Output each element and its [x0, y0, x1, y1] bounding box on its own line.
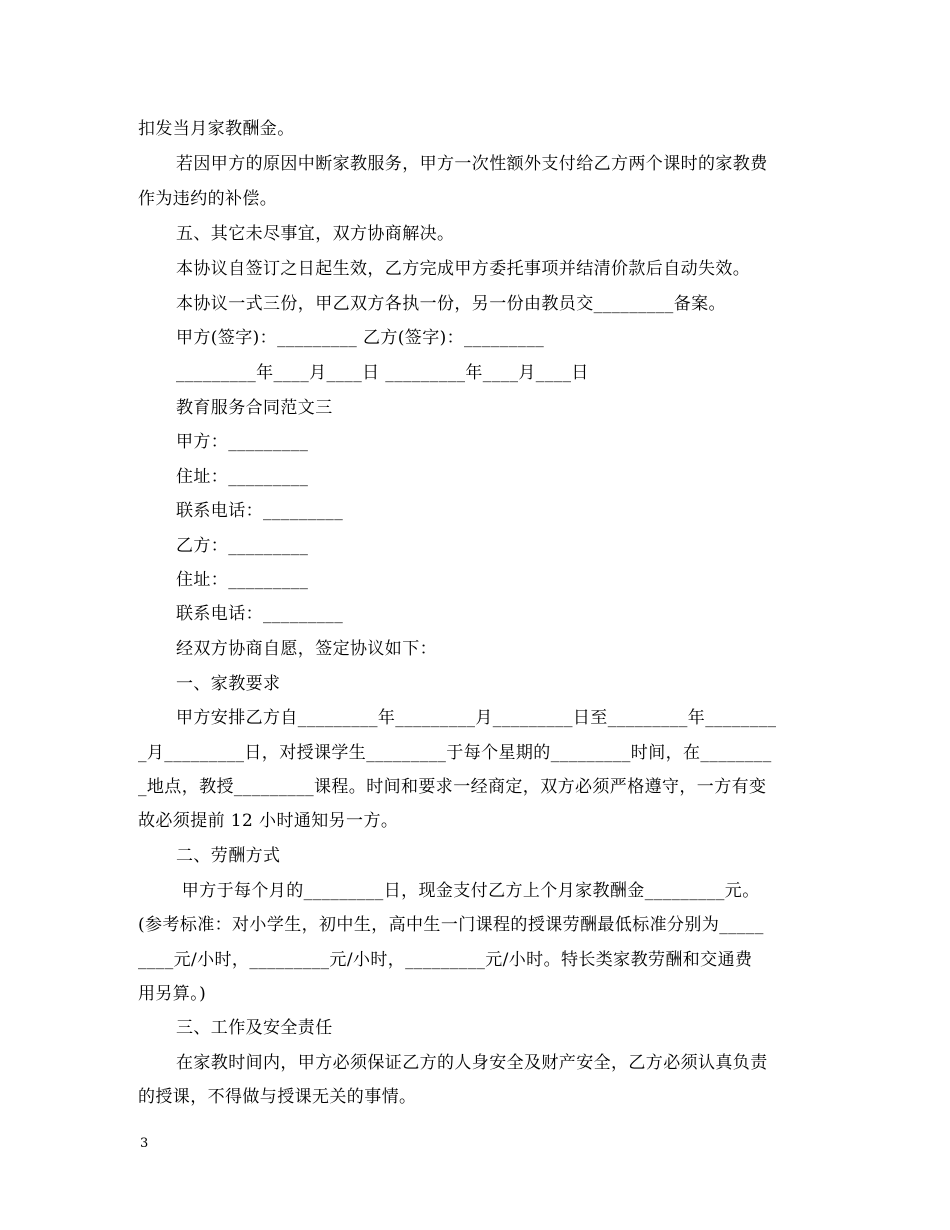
paragraph-line: _月_________日，对授课学生_________于每个星期的_________时间，在________ — [138, 743, 772, 763]
paragraph-line: _地点，教授_________课程。时间和要求一经商定，双方必须严格遵守，一方有变 — [138, 777, 767, 797]
phone-field: 联系电话：_________ — [176, 501, 344, 521]
section-heading: 三、工作及安全责任 — [176, 1018, 333, 1038]
phone-field: 联系电话：_________ — [176, 604, 344, 624]
paragraph-line: 用另算。) — [138, 984, 207, 1004]
paragraph-line: 经双方协商自愿，签定协议如下： — [176, 639, 437, 659]
paragraph-line: 本协议自签订之日起生效，乙方完成甲方委托事项并结清价款后自动失效。 — [176, 259, 751, 279]
paragraph-line: 在家教时间内，甲方必须保证乙方的人身安全及财产安全，乙方必须认真负责 — [176, 1053, 768, 1073]
signature-line: 甲方(签字)：_________ 乙方(签字)：_________ — [176, 328, 545, 348]
section-heading: 一、家教要求 — [176, 674, 281, 694]
section-heading: 五、其它未尽事宜，双方协商解决。 — [176, 224, 455, 244]
address-field: 住址：_________ — [176, 570, 309, 590]
paragraph-line: ____元/小时，_________元/小时，_________元/小时。特长类家教劳酬和交通费 — [138, 950, 753, 970]
section-heading: 二、劳酬方式 — [176, 846, 281, 866]
paragraph-line: 本协议一式三份，甲乙双方各执一份，另一份由教员交_________备案。 — [176, 294, 726, 314]
paragraph-line: 扣发当月家教酬金。 — [138, 119, 295, 139]
paragraph-line: 若因甲方的原因中断家教服务，甲方一次性额外支付给乙方两个课时的家教费 — [176, 154, 768, 174]
party-b-field: 乙方：_________ — [176, 536, 309, 556]
paragraph-line: 故必须提前 12 小时通知另一方。 — [138, 811, 399, 831]
paragraph-line: 甲方安排乙方自_________年_________月_________日至_________年________ — [176, 708, 777, 728]
paragraph-line: 作为违约的补偿。 — [138, 189, 278, 209]
page-number: 3 — [140, 1136, 149, 1151]
document-title: 教育服务合同范文三 — [176, 398, 333, 418]
address-field: 住址：_________ — [176, 467, 309, 487]
party-a-field: 甲方：_________ — [176, 432, 309, 452]
paragraph-line: (参考标准：对小学生，初中生，高中生一门课程的授课劳酬最低标准分别为_____ — [138, 915, 764, 935]
paragraph-line: 甲方于每个月的_________日，现金支付乙方上个月家教酬金_________元。 — [176, 881, 760, 901]
paragraph-line: 的授课，不得做与授课无关的事情。 — [138, 1087, 417, 1107]
date-line: _________年____月____日 _________年____月____日 — [176, 363, 589, 383]
